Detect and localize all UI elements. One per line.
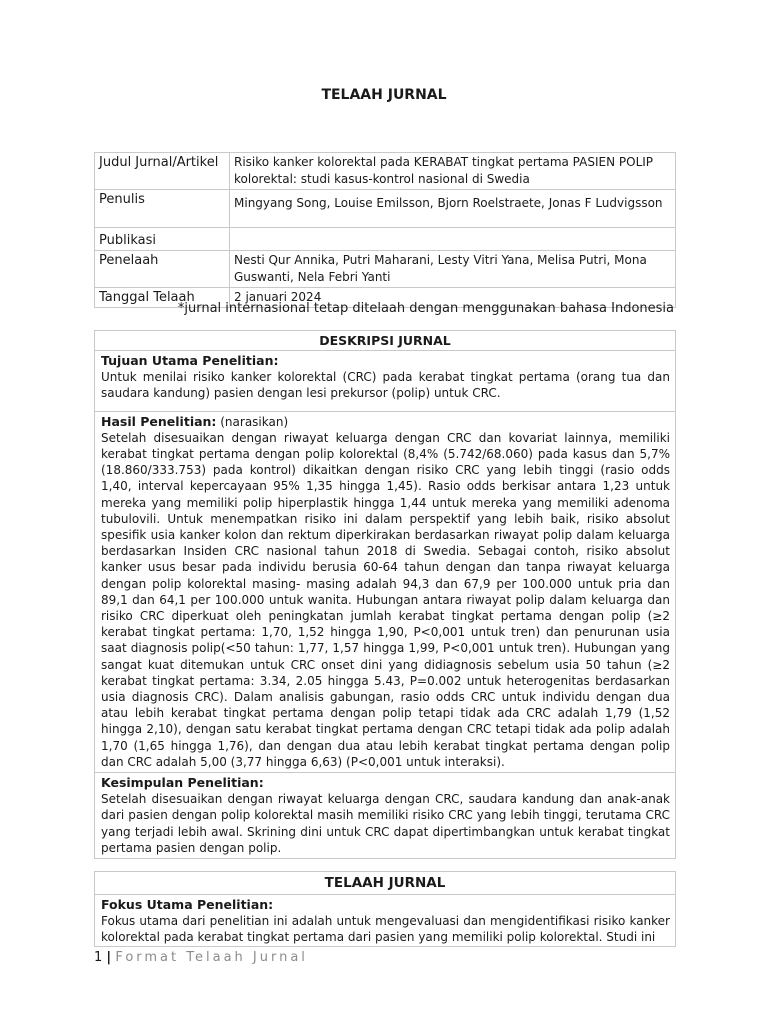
table-row: [95, 190, 676, 228]
footer-separator: |: [106, 950, 112, 965]
kesimpulan-text: Setelah disesuaikan dengan riwayat keluarga dengan CRC, saudara kandung dan anak-anak dari pasien dengan polip kolorektal masih memiliki risiko CRC yang lebih tinggi, terutama CRC yang terjadi lebih awal. Skrining dini untuk CRC dapat dipertimbangkan untuk kerabat tingkat pertama pasien dengan polip.: [101, 792, 670, 855]
page-number: 1: [94, 950, 103, 965]
fokus-heading: Fokus Utama Penelitian:: [101, 897, 274, 912]
footer-label: Format Telaah Jurnal: [115, 950, 308, 965]
row-value-tanggal: 2 januari 2024: [230, 288, 676, 308]
kesimpulan-heading: Kesimpulan Penelitian:: [101, 775, 264, 791]
row-value-penelaah: Nesti Qur Annika, Putri Maharani, Lesty Vitri Yana, Melisa Putri, Mona Guswanti, Nela Febri Yanti: [230, 251, 676, 288]
hasil-text: Setelah disesuaikan dengan riwayat keluarga dengan CRC dan kovariat lainnya, memiliki kerabat tingkat pertama dengan polip kolorektal (8,4% (5.742/68.060) pada kasus dan 5,7% (18.860/333.753) pada kontrol) dikaitkan dengan risiko CRC yang lebih tinggi (rasio odds 1,40, interval kepercayaan 95% 1,35 hingga 1,45). Rasio odds berkisar antara 1,23 untuk mereka yang memiliki polip hiperplastik hingga 1,44 untuk mereka yang memiliki adenoma tubulovili. Untuk menempatkan risiko ini dalam perspektif yang lebih baik, risiko absolut spesifik usia kanker kolon dan rektum diperkirakan berdasarkan riwayat polip dalam keluarga berdasarkan Insiden CRC nasional tahun 2018 di Swedia. Sebagai contoh, risiko absolut kanker usus besar pada individu berusia 60-64 tahun dengan dan tanpa riwayat keluarga dengan polip kolorektal masing- masing adalah 94,3 dan 67,9 per 100.000 untuk pria dan 89,1 dan 64,1 per 100.000 untuk wanita. Hubungan antara riwayat polip dalam keluarga dan risiko CRC diperkuat oleh peningkatan jumlah kerabat tingkat pertama dengan polip (≥2 kerabat tingkat pertama: 1,70, 1,52 hingga 1,90, P<0,001 untuk tren) dan penurunan usia saat diagnosis polip(<50 tahun: 1,77, 1,57 hingga 1,99, P<0,001 untuk tren). Hubungan yang sangat kuat ditemukan untuk CRC onset dini yang didiagnosis sebelum usia 50 tahun (≥2 kerabat tingkat pertama: 3.34, 2.05 hingga 5.43, P=0.002 untuk heterogenitas berdasarkan usia diagnosis CRC). Dalam analisis gabungan, rasio odds CRC untuk individu dengan dua atau lebih kerabat tingkat pertama dengan polip tetapi tidak ada CRC adalah 1,79 (1,52 hingga 2,10), dengan satu kerabat tingkat pertama dengan CRC tetapi tidak ada polip adalah 1,70 (1,65 hingga 1,76), dan dengan dua atau lebih kerabat tingkat pertama dengan polip dan CRC adalah 5,00 (3,77 hingga 6,63) (P<0,001 untuk interaksi).: [101, 430, 670, 769]
row-label-penelaah: Penelaah: [95, 251, 230, 288]
deskripsi-header: DESKRIPSI JURNAL: [95, 331, 675, 351]
tujuan-section: [95, 351, 675, 411]
kesimpulan-section: [95, 772, 675, 858]
row-label-penulis: Penulis: [95, 190, 230, 228]
table-row: [95, 153, 676, 190]
telaah-jurnal-box: [94, 871, 676, 947]
hasil-note: (narasikan): [216, 414, 289, 429]
row-label-judul: Judul Jurnal/Artikel: [95, 153, 230, 190]
row-label-publikasi: Publikasi: [95, 228, 230, 251]
row-value-judul: Risiko kanker kolorektal pada KERABAT tingkat pertama PASIEN POLIP kolorektal: studi kasus-kontrol nasional di Swedia: [230, 153, 676, 190]
page-footer: [94, 950, 308, 965]
telaah-header: TELAAH JURNAL: [95, 872, 675, 895]
hasil-heading: Hasil Penelitian:: [101, 413, 217, 429]
deskripsi-jurnal-box: [94, 330, 676, 859]
row-label-tanggal: Tanggal Telaah: [95, 288, 230, 308]
table-row: [95, 228, 676, 251]
fokus-section: [95, 895, 675, 947]
hasil-section: [95, 411, 675, 772]
tujuan-text: Untuk menilai risiko kanker kolorektal (CRC) pada kerabat tingkat pertama (orang tua dan saudara kandung) pasien dengan lesi prekursor (polip) untuk CRC.: [101, 370, 670, 401]
row-value-publikasi: [230, 228, 676, 251]
page-title: TELAAH JURNAL: [321, 87, 447, 103]
hasil-heading-line: [101, 414, 670, 430]
table-row: [95, 251, 676, 288]
language-footnote: *jurnal internasional tetap ditelaah dengan menggunakan bahasa Indonesia: [177, 301, 674, 316]
journal-info-table: [94, 152, 676, 308]
fokus-text: Fokus utama dari penelitian ini adalah untuk mengevaluasi dan mengidentifikasi risiko kanker kolorektal pada kerabat tingkat pertama dari pasien yang memiliki polip kolorektal. Studi ini: [101, 914, 670, 945]
row-value-penulis: Mingyang Song, Louise Emilsson, Bjorn Roelstraete, Jonas F Ludvigsson: [230, 190, 676, 228]
tujuan-heading: Tujuan Utama Penelitian:: [101, 353, 279, 368]
